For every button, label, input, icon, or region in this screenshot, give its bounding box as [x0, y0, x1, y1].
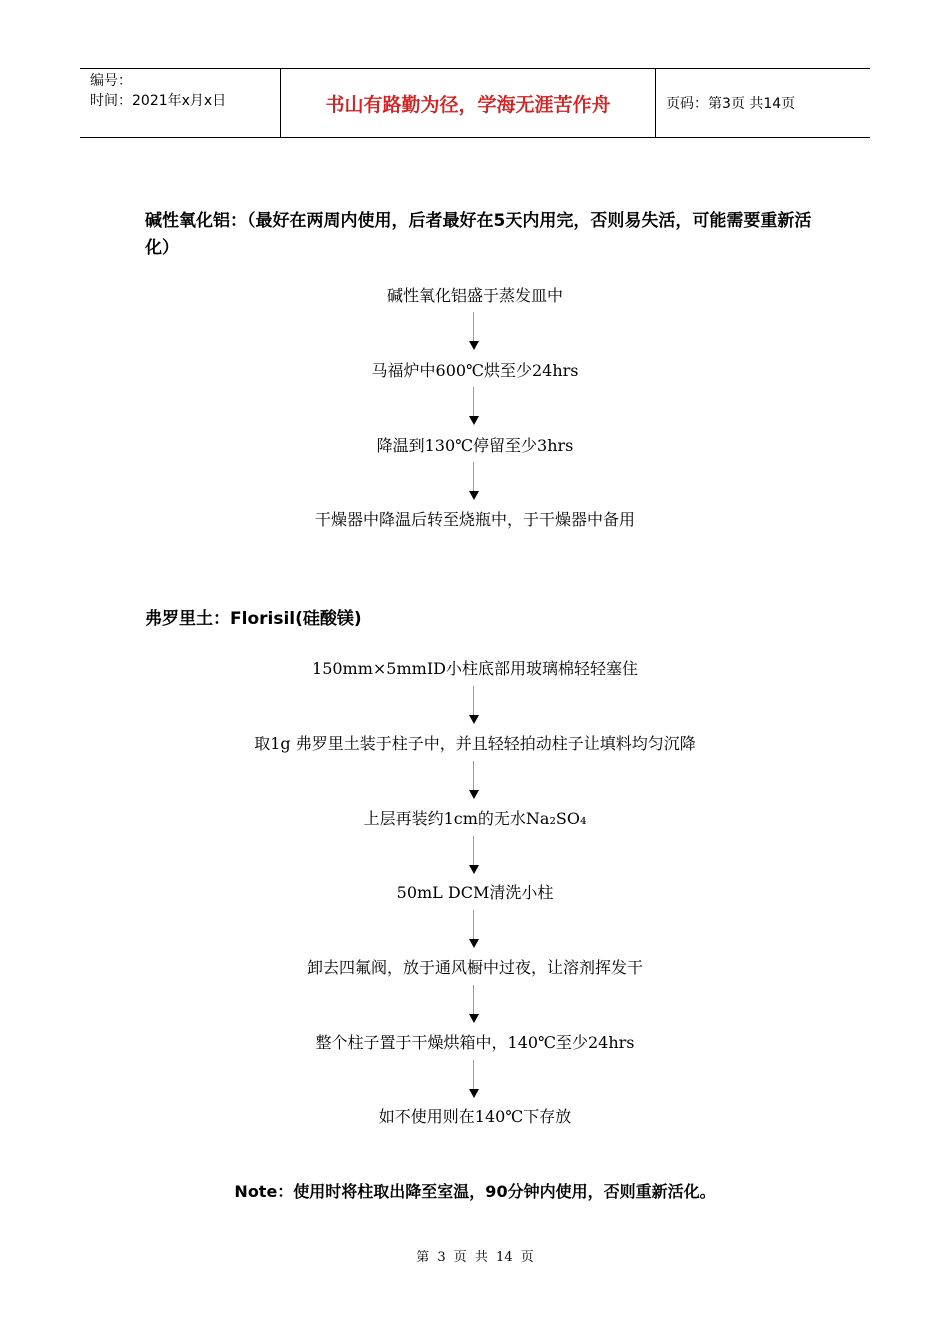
document-number-label: 编号： — [90, 73, 132, 89]
flow-arrow — [466, 910, 482, 948]
usage-note: Note：使用时将柱取出降至室温，90分钟内使用，否则重新活化。 — [234, 1182, 716, 1201]
florisil-step-6: 整个柱子置于干燥烘箱中，140℃至少24hrs — [315, 1033, 635, 1052]
flow-arrow — [466, 1060, 482, 1098]
flow-arrow — [466, 761, 482, 799]
alumina-step-1: 碱性氧化铝盛于蒸发皿中 — [386, 286, 563, 305]
alumina-step-3: 降温到130℃停留至少3hrs — [376, 436, 574, 455]
alumina-step-4: 干燥器中降温后转至烧瓶中，于干燥器中备用 — [314, 510, 635, 529]
flow-arrow — [466, 686, 482, 724]
document-date: 时间：2021年x月x日 — [90, 93, 227, 109]
florisil-step-3: 上层再装约1cm的无水Na₂SO₄ — [363, 809, 587, 828]
flow-arrow — [466, 312, 482, 350]
flow-arrow — [466, 462, 482, 500]
florisil-step-7: 如不使用则在140℃下存放 — [378, 1107, 572, 1126]
header-motto: 书山有路勤为径，学海无涯苦作舟 — [280, 69, 656, 137]
page-footer: 第 3 页 共 14 页 — [416, 1250, 534, 1265]
florisil-step-4: 50mL DCM清洗小柱 — [396, 883, 554, 902]
florisil-step-1: 150mm×5mmID小柱底部用玻璃棉轻轻塞住 — [312, 659, 638, 678]
header-meta — [80, 69, 280, 137]
flow-arrow — [466, 836, 482, 874]
header-page-info: 页码：第3页 共14页 — [666, 96, 796, 112]
page-header — [80, 68, 870, 138]
section-title-alumina: 碱性氧化铝：（最好在两周内使用，后者最好在5天内用完，否则易失活，可能需要重新活化） — [145, 211, 812, 258]
alumina-step-2: 马福炉中600℃烘至少24hrs — [371, 361, 579, 380]
section-title-florisil: 弗罗里土：Florisil(硅酸镁) — [145, 609, 362, 629]
flow-arrow — [466, 387, 482, 425]
flow-arrow — [466, 985, 482, 1023]
florisil-step-2: 取1g 弗罗里土装于柱子中，并且轻轻拍动柱子让填料均匀沉降 — [254, 734, 696, 753]
florisil-step-5: 卸去四氟阀，放于通风橱中过夜，让溶剂挥发干 — [306, 958, 643, 977]
